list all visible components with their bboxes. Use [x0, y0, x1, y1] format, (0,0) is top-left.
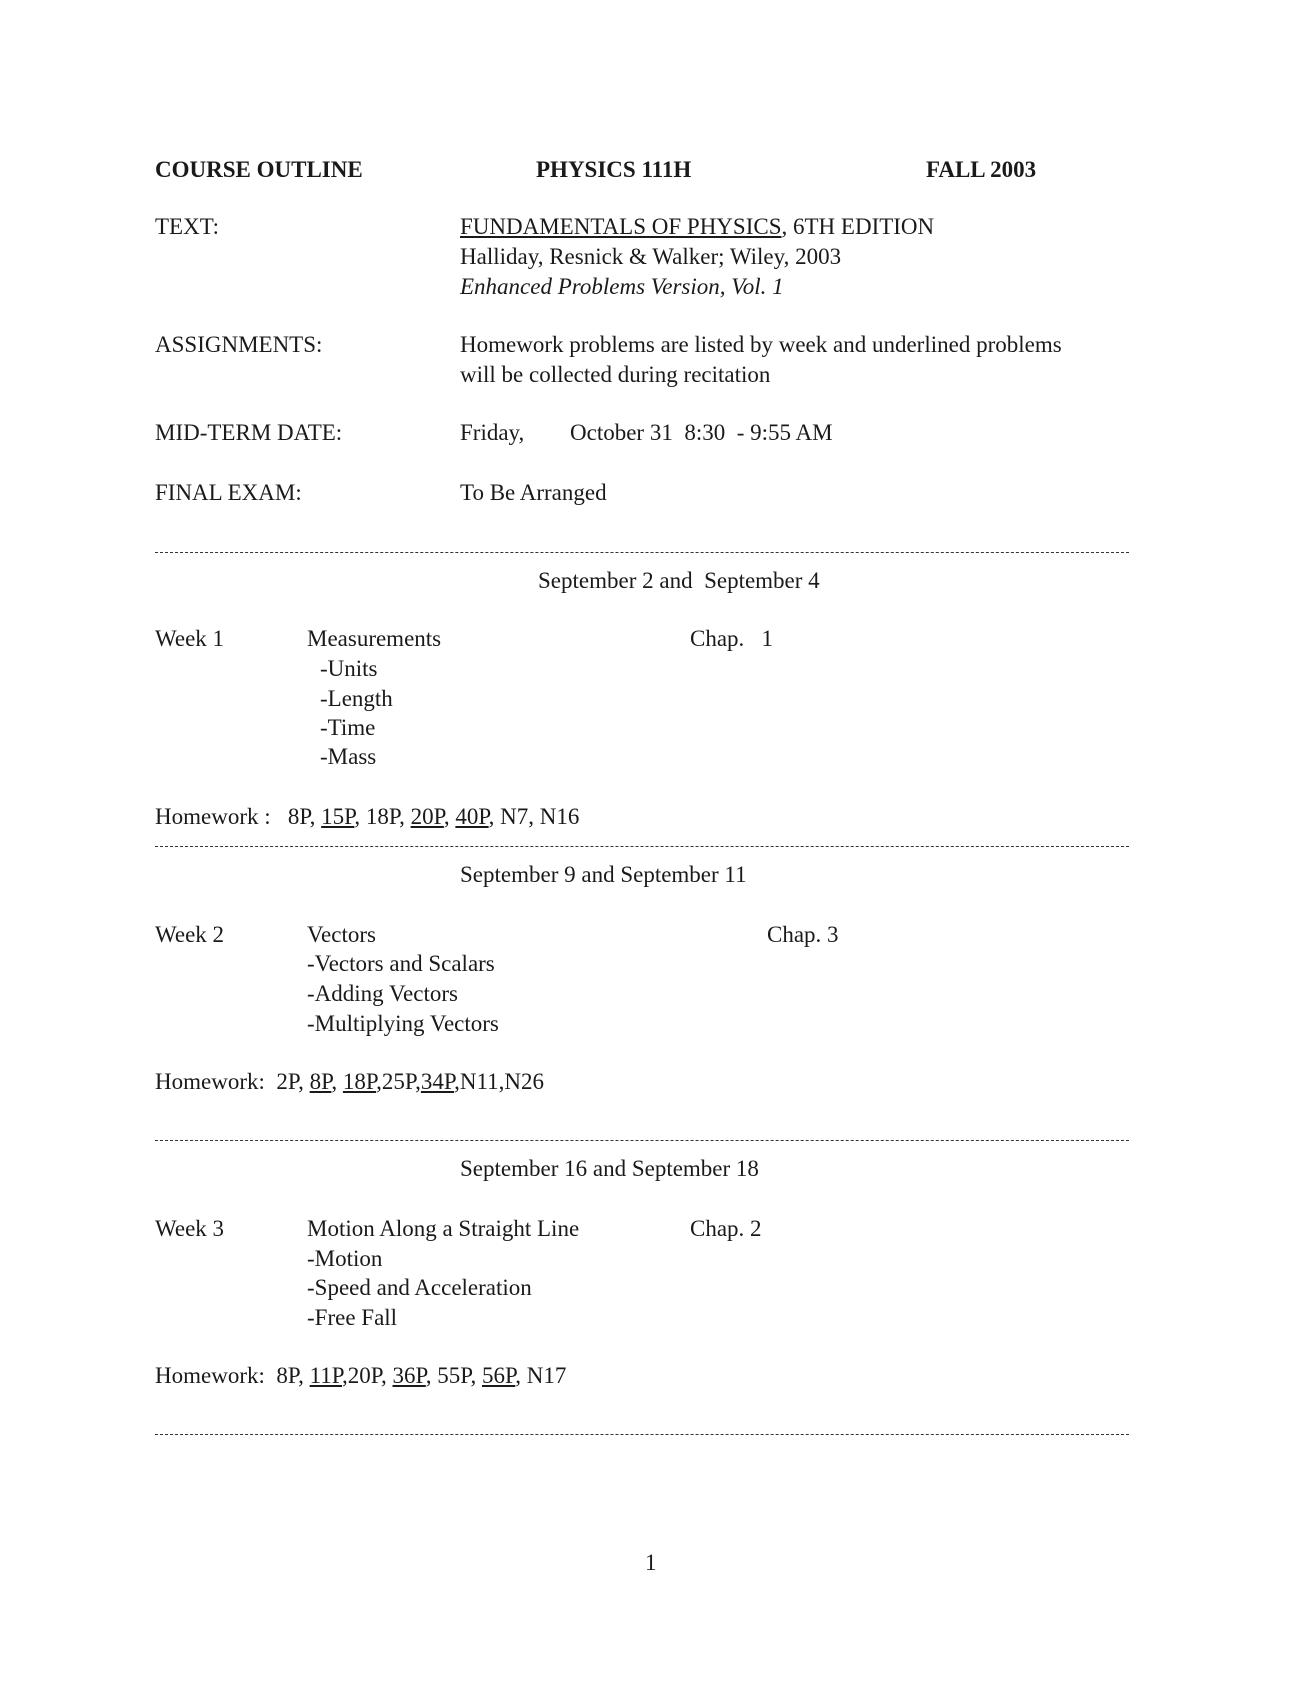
textbook-authors: Halliday, Resnick & Walker; Wiley, 2003: [460, 244, 842, 269]
textbook-edition: , 6TH EDITION: [781, 214, 935, 239]
section-divider: [155, 1434, 1129, 1435]
week-2-dates: September 9 and September 11: [460, 862, 747, 887]
section-divider: [155, 552, 1129, 553]
week-1-label: Week 1: [155, 626, 225, 651]
week-3-dates: September 16 and September 18: [460, 1156, 759, 1181]
week-2-topic: Vectors: [307, 922, 376, 947]
homework-label: Homework:: [155, 1363, 277, 1388]
week-3-chapter: Chap. 2: [690, 1216, 762, 1241]
week-1-subtopic: -Units: [320, 656, 378, 681]
midterm-day: Friday,: [460, 420, 525, 445]
week-3-subtopic: -Speed and Acceleration: [307, 1275, 532, 1300]
header-course-code: PHYSICS 111H: [536, 157, 692, 182]
collected-problem: 18P: [342, 1069, 377, 1094]
week-2-subtopic: -Adding Vectors: [307, 981, 458, 1006]
homework-problems: , N7, N16: [488, 804, 580, 829]
collected-problem: 8P: [309, 1069, 332, 1094]
week-2-label: Week 2: [155, 922, 225, 947]
week-1-chapter: Chap. 1: [690, 626, 774, 651]
week-3-subtopic: -Free Fall: [307, 1305, 398, 1330]
assignments-line-1: Homework problems are listed by week and underlined problems: [460, 332, 1062, 357]
week-1-topic: Measurements: [307, 626, 442, 651]
section-divider: [155, 1140, 1129, 1141]
homework-problems: 8P,: [276, 1363, 310, 1388]
midterm-label: MID-TERM DATE:: [155, 420, 343, 445]
week-3-label: Week 3: [155, 1216, 225, 1241]
homework-problems: ,20P,: [342, 1363, 393, 1388]
homework-problems: ,: [331, 1069, 343, 1094]
week-2-chapter: Chap. 3: [767, 922, 839, 947]
collected-problem: 11P: [309, 1363, 343, 1388]
collected-problem: 40P: [455, 804, 489, 829]
header-term: FALL 2003: [926, 157, 1037, 182]
homework-problems: ,N11,N26: [454, 1069, 544, 1094]
final-exam-value: To Be Arranged: [460, 480, 607, 505]
header-course-outline: COURSE OUTLINE: [155, 157, 363, 182]
assignments-label: ASSIGNMENTS:: [155, 332, 323, 357]
page-number: 1: [645, 1550, 657, 1575]
textbook-title: FUNDAMENTALS OF PHYSICS: [460, 214, 782, 239]
week-3-homework: [155, 1361, 566, 1391]
week-1-homework: [155, 802, 579, 832]
week-2-subtopic: -Multiplying Vectors: [307, 1011, 499, 1036]
homework-label: Homework:: [155, 1069, 277, 1094]
week-2-homework: [155, 1067, 544, 1097]
assignments-line-2: will be collected during recitation: [460, 362, 771, 387]
midterm-date: October 31 8:30 - 9:55 AM: [570, 420, 833, 445]
week-1-subtopic: -Mass: [320, 744, 377, 769]
week-1-subtopic: -Length: [320, 686, 393, 711]
homework-problems: ,: [443, 804, 456, 829]
week-3-subtopic: -Motion: [307, 1246, 383, 1271]
week-1-subtopic: -Time: [320, 715, 376, 740]
week-1-dates: September 2 and September 4: [538, 568, 820, 593]
homework-problems: 2P,: [276, 1069, 310, 1094]
textbook-version: Enhanced Problems Version, Vol. 1: [460, 274, 784, 299]
week-3-topic: Motion Along a Straight Line: [307, 1216, 580, 1241]
collected-problem: 56P: [482, 1363, 516, 1388]
homework-label: Homework :: [155, 804, 288, 829]
section-divider: [155, 846, 1129, 847]
homework-problems: ,25P,: [376, 1069, 421, 1094]
homework-problems: , 18P,: [354, 804, 411, 829]
text-label: TEXT:: [155, 214, 220, 239]
week-2-subtopic: -Vectors and Scalars: [307, 951, 495, 976]
final-exam-label: FINAL EXAM:: [155, 480, 302, 505]
homework-problems: , N17: [515, 1363, 567, 1388]
collected-problem: 15P: [321, 804, 355, 829]
textbook-line: [460, 212, 934, 242]
homework-problems: , 55P,: [425, 1363, 483, 1388]
collected-problem: 36P: [392, 1363, 426, 1388]
homework-problems: ,: [309, 804, 322, 829]
homework-problems: 8P: [287, 804, 310, 829]
collected-problem: 34P: [420, 1069, 455, 1094]
collected-problem: 20P: [410, 804, 444, 829]
